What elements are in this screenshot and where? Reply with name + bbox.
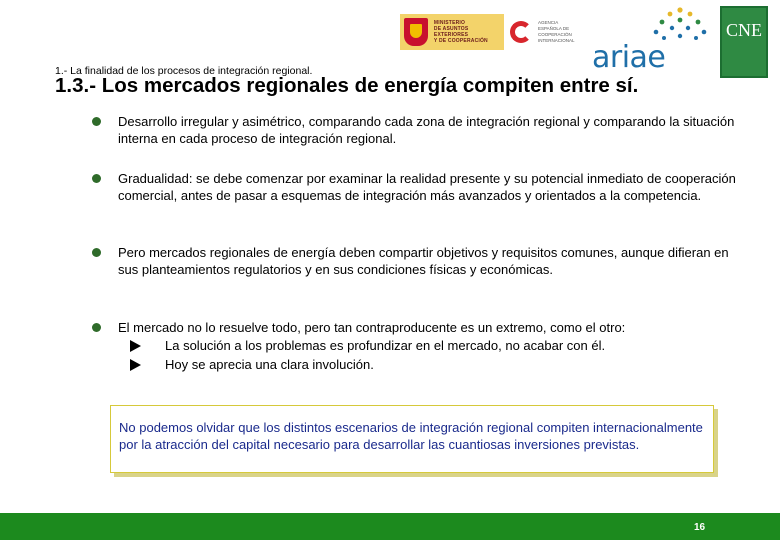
aecid-mark-icon <box>510 21 532 43</box>
bullet-text-4: El mercado no lo resuelve todo, pero tan contraproducente es un extremo, como el otro: <box>118 320 626 335</box>
triangle-right-icon <box>130 340 141 352</box>
ministerio-logo <box>400 14 504 50</box>
cne-logo-text: CNE <box>726 20 762 40</box>
callout-text: No podemos olvidar que los distintos escenarios de integración regional compiten internacionalmente por la atracción del capital necesario para desarrollar las cuantiosas inversiones previstas. <box>119 420 703 452</box>
sub-item <box>130 337 605 354</box>
ministerio-logo-text: MINISTERIO DE ASUNTOS EXTERIORES Y DE COOPERACIÓN <box>433 20 488 44</box>
bullet-icon <box>92 248 101 257</box>
coat-of-arms-icon <box>404 18 428 46</box>
bullet-text-2: Gradualidad: se debe comenzar por examinar la realidad presente y su potencial inmediato de cooperación comercial, antes de pasar a esquemas de integración más avanzados y orientados a la competencia. <box>118 171 736 203</box>
page-title: 1.3.- Los mercados regionales de energía compiten entre sí. <box>55 74 639 97</box>
bullet-icon <box>92 323 101 332</box>
aecid-logo <box>510 14 590 50</box>
cne-logo <box>720 6 768 78</box>
callout-box <box>110 405 714 473</box>
section-subtitle: 1.- La finalidad de los procesos de integración regional. <box>55 65 313 77</box>
bullet-text-1: Desarrollo irregular y asimétrico, comparando cada zona de integración regional y comparando la situación interna en cada proceso de integración regional. <box>118 114 735 146</box>
bullet-text-3: Pero mercados regionales de energía deben compartir objetivos y requisitos comunes, aunque difieran en sus planteamientos regulatorios y en sus condiciones físicas y económicas. <box>118 245 729 277</box>
sub-item-text-1: La solución a los problemas es profundizar en el mercado, no acabar con él. <box>165 338 606 353</box>
sub-item <box>130 356 374 373</box>
ariae-logo <box>588 6 718 75</box>
bullet-icon <box>92 174 101 183</box>
sub-item-text-2: Hoy se aprecia una clara involución. <box>165 357 374 372</box>
aecid-logo-text: AGENCIA ESPAÑOLA DE COOPERACIÓN INTERNACIONAL <box>538 20 575 43</box>
bullet-icon <box>92 117 101 126</box>
ariae-logo-text: ariae <box>592 40 666 75</box>
triangle-right-icon <box>130 359 141 371</box>
footer-bar <box>0 513 780 540</box>
page-number: 16 <box>694 522 706 533</box>
